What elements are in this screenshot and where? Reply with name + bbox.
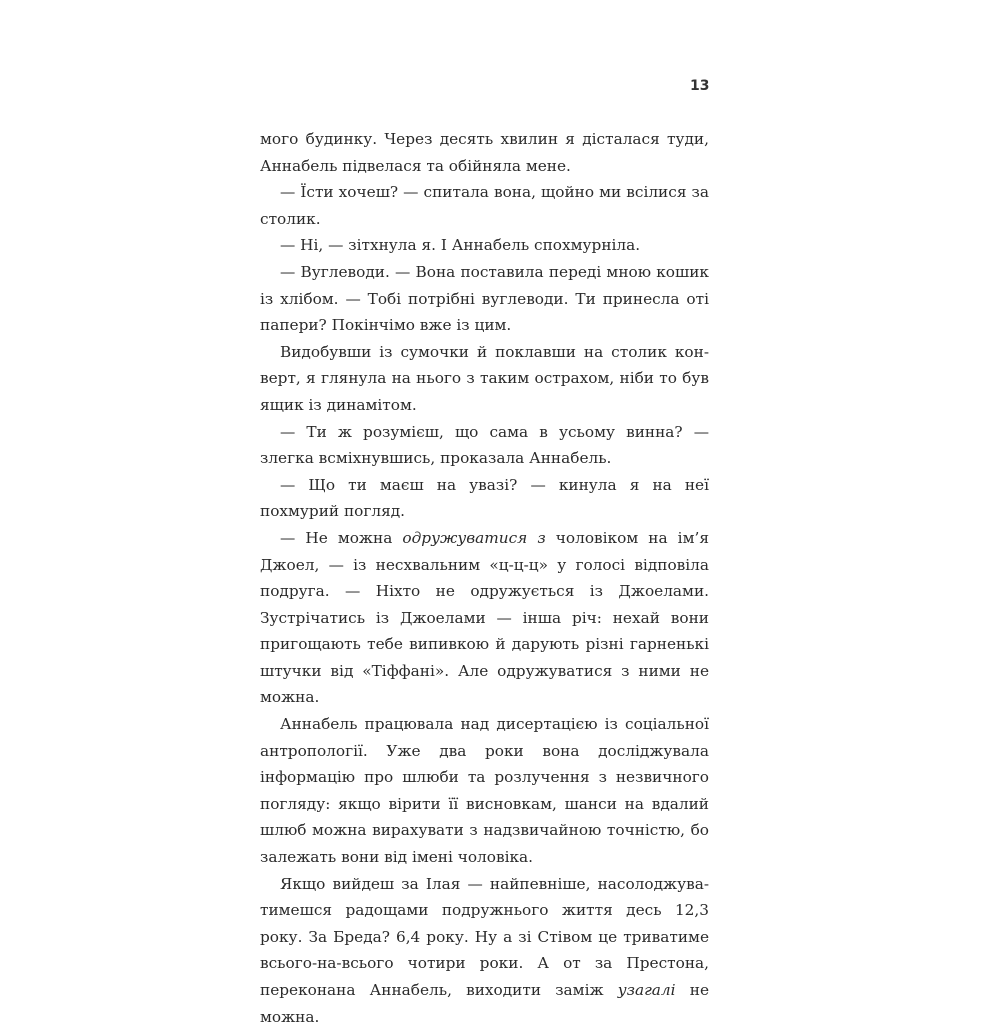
italic-text-span: одружуватися з (402, 528, 546, 547)
text-span: — Їсти хочеш? — спитала вона, щойно ми всілися за столик. (260, 183, 709, 228)
text-span: мого будинку. Через десять хвилин я дісталася туди, Аннабель підвелася та обійняла мене. (260, 130, 709, 175)
text-span: Якщо вийдеш за Ілая — найпевніше, насолоджуватимешся радощами подружнього життя десь 12,3 року. За Бреда? 6,4 року. Ну а зі Стівом це триватиме всього-на-всього чотири роки. А от за Престона, переконана Аннабель, виходити заміж (260, 874, 709, 999)
paragraph (260, 711, 709, 871)
paragraph (260, 871, 709, 1030)
body-text (260, 126, 709, 1030)
text-span: не можна. (260, 981, 709, 1026)
text-span: чоловіком на ім’я Джоел, — із несхвальним «ц-ц-ц» у голосі відповіла подруга. — Ніхто не одружується із Джоелами. Зустрічатись із Джоелами — інша річ: нехай вони пригощають тебе випивкою й дарують різні гарненькі штучки від «Тіффані». Але одружуватися з ними не можна. (260, 528, 709, 707)
paragraph (260, 232, 709, 259)
text-span: — Вуглеводи. — Вона поставила переді мною кошик із хлібом. — Тобі потрібні вуглеводи. Ти принесла оті папери? Покінчімо вже із цим. (260, 262, 709, 335)
text-span: — Ні, — зітхнула я. І Аннабель спохмурніла. (280, 236, 641, 255)
paragraph (260, 259, 709, 339)
paragraph (260, 179, 709, 232)
text-span: — Що ти маєш на увазі? — кинула я на неї похмурий погляд. (260, 475, 709, 521)
paragraph (260, 339, 709, 419)
paragraph (260, 126, 709, 179)
text-span: Аннабель працювала над дисертацією із соціальної антропології. Уже два роки вона досліджувала інформацію про шлюби та розлучення з незвичного погляду: якщо вірити її висновкам, шанси на вдалий шлюб можна вирахувати з надзвичайною точністю, бо залежать вони від імені чоловіка. (260, 715, 709, 867)
text-span: — Ти ж розумієш, що сама в усьому винна? — злегка всміхнувшись, проказала Аннабель. (260, 422, 709, 468)
paragraph (260, 525, 709, 711)
italic-text-span: узагалі (617, 981, 676, 999)
paragraph (260, 472, 709, 525)
page-number: 13 (690, 78, 710, 94)
text-span: Видобувши із сумочки й поклавши на столик конверт, я глянула на нього з таким острахом, ніби то був ящик із динамітом. (260, 342, 709, 414)
text-span: — Не можна (280, 528, 403, 547)
paragraph (260, 419, 709, 472)
